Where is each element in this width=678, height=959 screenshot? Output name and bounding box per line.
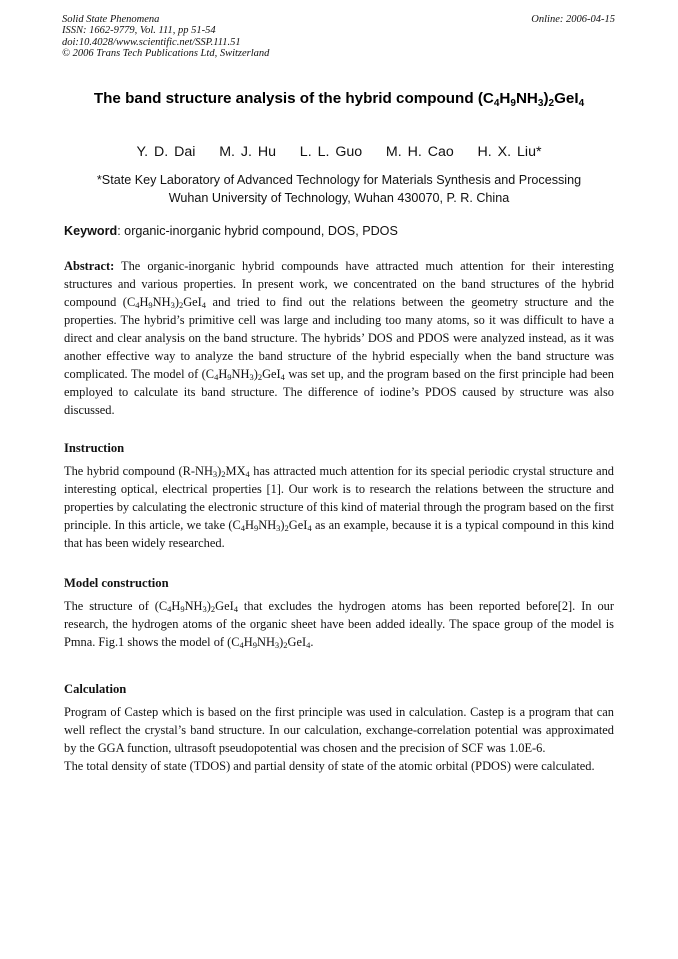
body-text: as an example, because it is a typical compound in this kind that has been widely researched. — [64, 518, 614, 550]
title-sub: 3 — [537, 98, 544, 109]
formula-sub: 4 — [306, 640, 311, 650]
formula-sub: 3 — [212, 469, 218, 479]
formula-sub: 2 — [283, 640, 288, 650]
instruction-paragraph — [64, 462, 614, 552]
formula-sub: 4 — [201, 300, 207, 310]
copyright-line: © 2006 Trans Tech Publications Ltd, Switzerland — [62, 48, 270, 60]
formula-sub: 3 — [276, 523, 281, 533]
formula-sub: 2 — [284, 523, 289, 533]
calculation-paragraph — [64, 703, 614, 775]
formula-sub: 4 — [135, 300, 140, 310]
abstract-text: The organic-inorganic hybrid compounds have attracted much attention for their interesting structures and various properties. In present work, we concentrated on the band structures of the hybrid compound (C — [64, 259, 614, 309]
body-text: H — [245, 518, 254, 532]
formula-sub: 4 — [167, 604, 172, 614]
affiliation — [0, 171, 678, 207]
issn-line: ISSN: 1662-9779, Vol. 111, pp 51-54 — [62, 25, 216, 37]
keywords — [64, 224, 398, 238]
affiliation-line-2: Wuhan University of Technology, Wuhan 430070, P. R. China — [168, 191, 510, 205]
formula-sub: 2 — [210, 604, 216, 614]
formula-sub: 3 — [202, 604, 207, 614]
paper-title — [0, 90, 678, 107]
calculation-text-2: The total density of state (TDOS) and partial density of state of the atomic orbital (PDOS) were calculated. — [64, 759, 595, 773]
abstract-text: NH — [231, 367, 250, 381]
formula-sub: 4 — [214, 372, 219, 382]
abstract-text: and tried to find out the relations between the geometry structure and the properties. The hybrid’s primitive cell was large and including too many atoms, so it was difficult to have a direct and clear analysis on the band structure. The hybrids’ DOS and PDOS were analyzed instead, as it was another effective way to analyze the band structure of the hybrid especially when the band structure was complicated. The model of (C — [64, 295, 614, 381]
formula-sub: 3 — [170, 300, 175, 310]
body-text: ) — [280, 518, 285, 532]
body-text: NH — [258, 518, 277, 532]
affiliation-line-1: *State Key Laboratory of Advanced Technology for Materials Synthesis and Processing — [96, 173, 582, 187]
abstract-text: ) — [174, 295, 179, 309]
formula-sub: 9 — [252, 640, 257, 650]
calculation-text-1: Program of Castep which is based on the first principle was used in calculation. Castep is a program that can well reflect the crystal’s band structure. In our calculation, exchange-correlation potential was approximated by the GGA function, ultrasoft pseudopotential was chosen and the precision of SCF was 1.0E-6. — [64, 705, 614, 755]
abstract-text: GeI — [262, 367, 281, 381]
body-text: H — [243, 635, 253, 649]
body-text: ) — [279, 635, 284, 649]
body-text: GeI — [287, 635, 307, 649]
formula-sub: 4 — [233, 604, 238, 614]
body-text: H — [171, 599, 181, 613]
body-text: The hybrid compound (R-NH — [64, 464, 213, 478]
section-heading-instruction: Instruction — [64, 441, 125, 455]
abstract-text: GeI — [183, 295, 202, 309]
body-text: ) — [217, 464, 222, 478]
body-text: has attracted much attention for its special periodic crystal structure and interesting optical, electrical properties [1]. Our work is to research the relations between the structure and properties by calculating the electronic structure of this kind of material through the program based on the first principle. In this article, we take (C — [64, 464, 614, 532]
abstract-text: H — [139, 295, 149, 309]
title-text: The band structure analysis of the hybrid compound (C — [93, 90, 494, 107]
online-date: Online: 2006-04-15 — [531, 14, 615, 25]
keyword-label: Keyword — [64, 224, 118, 238]
formula-sub: 9 — [180, 604, 185, 614]
model-paragraph — [64, 597, 614, 651]
body-text: . — [310, 635, 314, 649]
abstract-text: H — [218, 367, 228, 381]
body-text: GeI — [288, 518, 308, 532]
title-sub: 4 — [493, 98, 500, 109]
formula-sub: 3 — [274, 640, 280, 650]
body-text: NH — [257, 635, 275, 649]
formula-sub: 2 — [257, 372, 263, 382]
title-text: GeI — [554, 90, 579, 107]
formula-sub: 9 — [254, 523, 259, 533]
journal-header — [62, 14, 269, 60]
body-text: ) — [206, 599, 211, 613]
title-sub: 2 — [548, 98, 555, 109]
title-text: ) — [543, 90, 549, 107]
formula-sub: 2 — [178, 300, 184, 310]
abstract-text: NH — [152, 295, 171, 309]
keyword-text: : organic-inorganic hybrid compound, DOS, PDOS — [117, 224, 398, 238]
author-list: Y. D. Dai M. J. Hu L. L. Guo M. H. Cao H. X. Liu* — [136, 144, 542, 160]
title-text: NH — [515, 90, 538, 107]
section-heading-calculation: Calculation — [64, 682, 127, 696]
title-sub: 9 — [510, 98, 516, 109]
formula-sub: 4 — [280, 372, 285, 382]
title-text: H — [499, 90, 511, 107]
body-text: NH — [184, 599, 203, 613]
abstract-paragraph — [64, 257, 614, 419]
body-text: GeI — [215, 599, 234, 613]
formula-sub: 3 — [249, 372, 254, 382]
body-text: that excludes the hydrogen atoms has been reported before[2]. In our research, the hydrogen atoms of the organic sheet have been added ideally. The space group of the model is Pmna. Fig.1 shows the model of (C — [64, 599, 615, 649]
abstract-text: ) — [253, 367, 258, 381]
formula-sub: 4 — [239, 640, 244, 650]
doi-line: doi:10.4028/www.scientific.net/SSP.111.51 — [62, 36, 241, 48]
formula-sub: 4 — [245, 469, 250, 479]
abstract-text: was set up, and the program based on the first principle had been employed to calculate its band structure. The difference of iodine’s PDOS caused by structure was also discussed. — [64, 367, 614, 417]
formula-sub: 4 — [240, 523, 246, 533]
formula-sub: 9 — [148, 300, 153, 310]
formula-sub: 4 — [307, 523, 312, 533]
journal-name: Solid State Phenomena — [62, 14, 160, 25]
formula-sub: 9 — [227, 372, 232, 382]
formula-sub: 2 — [221, 469, 226, 479]
abstract-label: Abstract: — [64, 259, 115, 273]
body-text: MX — [225, 464, 246, 478]
title-sub: 4 — [578, 98, 585, 109]
body-text: The structure of (C — [64, 599, 168, 613]
section-heading-model-construction: Model construction — [64, 576, 169, 590]
